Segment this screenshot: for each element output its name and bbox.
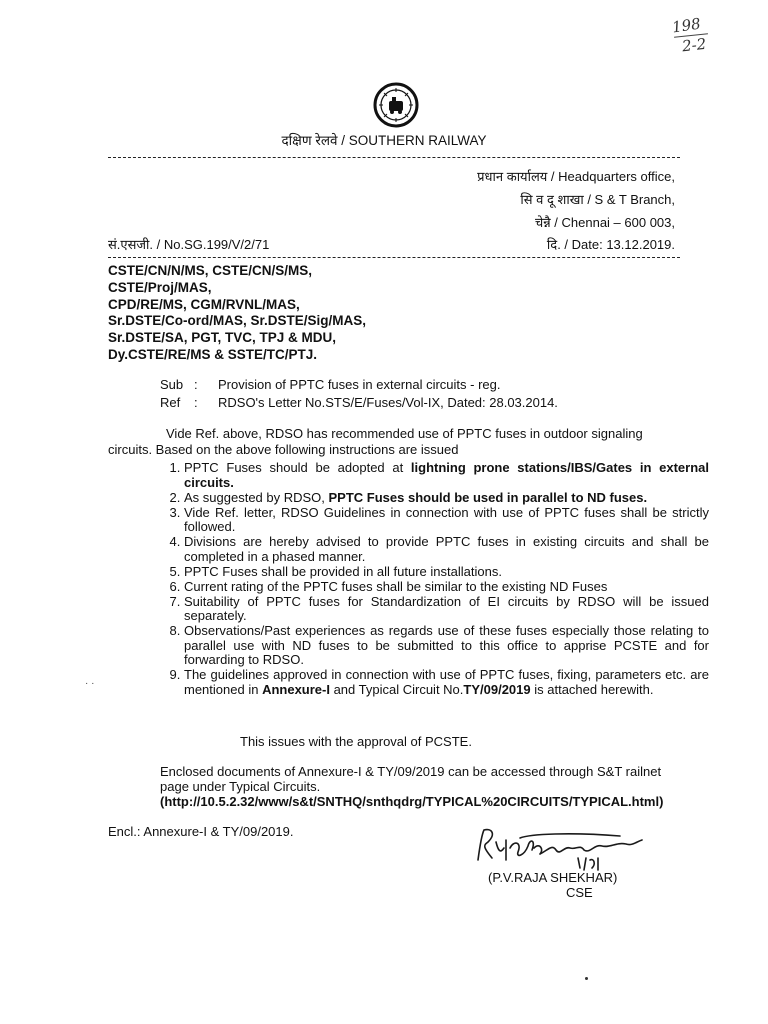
enclosed-note	[160, 764, 682, 809]
instruction-text: and Typical Circuit No.	[329, 682, 464, 698]
corner-note-number: 198	[670, 14, 702, 37]
letter-date: दि. / Date: 13.12.2019.	[546, 237, 675, 252]
header-divider-2	[108, 257, 680, 258]
signatory-designation: CSE	[566, 885, 593, 900]
addressee-line: Sr.DSTE/Co-ord/MAS, Sr.DSTE/Sig/MAS,	[108, 313, 367, 329]
instruction-text: As suggested by RDSO,	[184, 489, 329, 505]
addressee-list	[108, 263, 366, 364]
addressee-line: Sr.DSTE/SA, PGT, TVC, TPJ & MDU,	[108, 330, 337, 346]
instruction-item	[184, 491, 709, 506]
intro-paragraph	[108, 426, 680, 458]
enclosed-note-text: Enclosed documents of Annexure-I & TY/09/2019 can be accessed through S&T railnet page under Typical Circuits.	[160, 764, 662, 794]
instruction-text: PPTC Fuses should be adopted at	[184, 460, 411, 475]
instruction-item: 6. Current rating of the PPTC fuses shall be similar to the existing ND Fuses	[184, 580, 709, 595]
addressee-line: CPD/RE/MS, CGM/RVNL/MAS,	[108, 296, 300, 312]
corner-note	[670, 14, 708, 56]
addressee-line: Dy.CSTE/RE/MS & SSTE/TC/PTJ.	[108, 346, 318, 362]
instruction-emphasis: PPTC Fuses should be used in parallel to ND fuses.	[328, 489, 648, 505]
addressee-line: CSTE/Proj/MAS,	[108, 279, 212, 295]
office-line-3: चेन्नै / Chennai – 600 003,	[535, 215, 675, 230]
instruction-item	[184, 668, 709, 697]
reference-line	[160, 395, 558, 411]
corner-note-date: 2-2	[681, 34, 708, 56]
subject-text: Provision of PPTC fuses in external circuits - reg.	[218, 377, 501, 392]
instruction-emphasis: Annexure-I	[262, 682, 330, 698]
speck-mark	[585, 977, 588, 980]
typical-circuits-link[interactable]: (http://10.5.2.32/www/s&t/SNTHQ/snthqdrg/TYPICAL%20CIRCUITS/TYPICAL.html)	[160, 794, 664, 809]
instruction-item: 7. Suitability of PPTC fuses for Standardization of EI circuits by RDSO will be issued separately.	[184, 595, 709, 624]
instruction-text: is attached herewith.	[530, 682, 654, 698]
instruction-emphasis: TY/09/2019	[463, 682, 531, 698]
subject-label: Sub	[160, 377, 184, 392]
reference-number: सं.एसजी. / No.SG.199/V/2/71	[108, 237, 270, 252]
subject-line	[160, 377, 501, 393]
office-line-1: प्रधान कार्यालय / Headquarters office,	[477, 169, 675, 184]
instruction-item: 3. Vide Ref. letter, RDSO Guidelines in connection with use of PPTC fuses shall be strictly followed.	[184, 506, 709, 535]
signatory-name: (P.V.RAJA SHEKHAR)	[488, 870, 618, 885]
approval-statement: This issues with the approval of PCSTE.	[240, 734, 472, 749]
instruction-item	[184, 461, 709, 490]
header-divider	[108, 157, 680, 158]
railway-emblem-icon	[373, 82, 419, 131]
subject-colon: :	[194, 377, 198, 392]
reference-text: RDSO's Letter No.STS/E/Fuses/Vol-IX, Dated: 28.03.2014.	[218, 395, 558, 410]
margin-mark: · ·	[85, 678, 95, 689]
intro-line-1: Vide Ref. above, RDSO has recommended use of PPTC fuses in outdoor signaling	[166, 426, 643, 441]
intro-line-2: circuits. Based on the above following instructions are issued	[108, 442, 459, 457]
organization-name: दक्षिण रेलवे / SOUTHERN RAILWAY	[281, 133, 487, 148]
enclosures-line: Encl.: Annexure-I & TY/09/2019.	[108, 824, 294, 839]
instruction-emphasis: lightning prone stations/IBS/Gates in external circuits.	[184, 460, 709, 490]
reference-colon: :	[194, 395, 198, 410]
instruction-item: 8. Observations/Past experiences as regards use of these fuses especially those relating to parallel use with ND fuses to be submitted to this office to apprise PCSTE and for forwarding to RDSO.	[184, 624, 709, 668]
instruction-item: 4. Divisions are hereby advised to provide PPTC fuses in existing circuits and shall be completed in a phased manner.	[184, 535, 709, 564]
office-line-2: सि व दू शाखा / S & T Branch,	[520, 192, 675, 207]
instruction-list	[156, 461, 709, 698]
addressee-line: CSTE/CN/N/MS, CSTE/CN/S/MS,	[108, 263, 313, 278]
instruction-text: The guidelines approved in connection with use of PPTC fuses, fixing, parameters etc. are mentioned in	[184, 667, 709, 698]
instruction-item: 5. PPTC Fuses shall be provided in all future installations.	[184, 565, 709, 580]
reference-label: Ref	[160, 395, 181, 410]
